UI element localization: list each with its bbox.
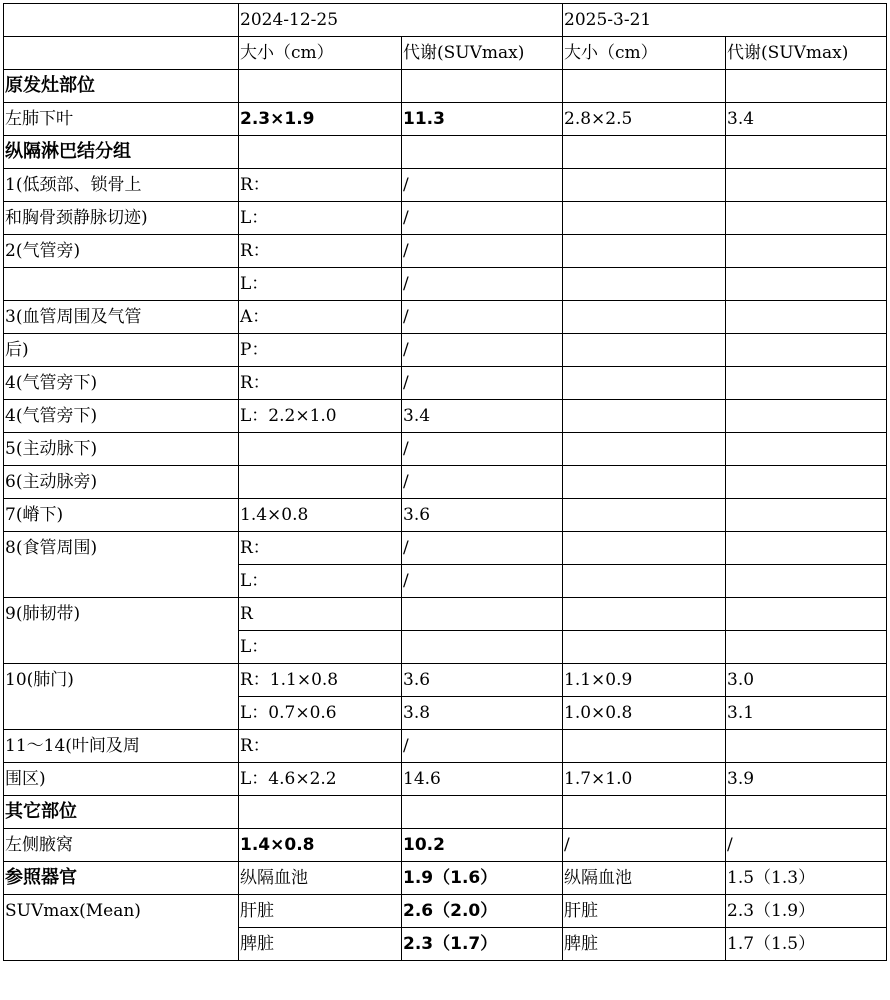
empty-cell: [402, 136, 563, 169]
size-cell: 1.0×0.8: [563, 697, 726, 730]
empty-cell: [726, 70, 887, 103]
size-cell: L：0.7×0.6: [239, 697, 402, 730]
table-row-other: [4, 829, 887, 862]
table-row: [4, 730, 887, 763]
node-group-name: 后): [4, 334, 239, 367]
table-row: [4, 334, 887, 367]
size-cell: [563, 334, 726, 367]
empty-cell: [563, 565, 726, 598]
empty-cell: [726, 136, 887, 169]
node-group-name: 10(肺门): [4, 664, 239, 730]
header-metab-2: 代谢(SUVmax): [726, 37, 887, 70]
suv-cell: /: [402, 433, 563, 466]
size-cell: R：1.1×0.8: [239, 664, 402, 697]
empty-cell: [726, 796, 887, 829]
suv-cell: [726, 235, 887, 268]
lesion-name: 左侧腋窝: [4, 829, 239, 862]
table-row: [4, 466, 887, 499]
node-group-name: 1(低颈部、锁骨上: [4, 169, 239, 202]
empty-cell: [726, 730, 887, 763]
suv-cell: 3.4: [726, 103, 887, 136]
suv-cell: 3.6: [402, 664, 563, 697]
section-title-mediastinal: 纵隔淋巴结分组: [4, 136, 239, 169]
table-row: [4, 169, 887, 202]
size-cell: L：: [239, 631, 402, 664]
node-group-name: [4, 268, 239, 301]
empty-cell: [239, 70, 402, 103]
suv-cell: [726, 433, 887, 466]
reference-subtitle: SUVmax(Mean): [4, 895, 239, 961]
section-title-other: 其它部位: [4, 796, 239, 829]
size-cell: [563, 268, 726, 301]
suv-cell: 3.6: [402, 499, 563, 532]
size-cell: R：: [239, 235, 402, 268]
section-title-primary: 原发灶部位: [4, 70, 239, 103]
empty-cell: [563, 136, 726, 169]
header-metab-1: 代谢(SUVmax): [402, 37, 563, 70]
table-row-reference: [4, 862, 887, 895]
size-cell: R: [239, 598, 402, 631]
table-row: [4, 400, 887, 433]
suv-cell: 10.2: [402, 829, 563, 862]
size-cell: 1.1×0.9: [563, 664, 726, 697]
table-row: [4, 598, 887, 631]
header-blank-cell: [4, 4, 239, 37]
empty-cell: [726, 565, 887, 598]
size-cell: P：: [239, 334, 402, 367]
size-cell: R：: [239, 730, 402, 763]
suv-cell: [726, 202, 887, 235]
organ-cell: 脾脏: [239, 928, 402, 961]
size-cell: [563, 466, 726, 499]
section-title-reference: 参照器官: [4, 862, 239, 895]
organ-cell: 脾脏: [563, 928, 726, 961]
size-cell: 1.4×0.8: [239, 829, 402, 862]
node-group-name: 围区): [4, 763, 239, 796]
empty-cell: [402, 796, 563, 829]
suv-cell: /: [402, 202, 563, 235]
table-row-reference: [4, 895, 887, 928]
organ-cell: 纵隔血池: [239, 862, 402, 895]
empty-cell: [563, 730, 726, 763]
table-row: [4, 532, 887, 565]
node-group-name: 7(嵴下): [4, 499, 239, 532]
suv-cell: 2.6（2.0）: [402, 895, 563, 928]
table-row: [4, 664, 887, 697]
organ-cell: 肝脏: [239, 895, 402, 928]
node-group-name: 4(气管旁下): [4, 400, 239, 433]
suv-cell: [726, 268, 887, 301]
size-cell: R：: [239, 169, 402, 202]
size-cell: R：: [239, 367, 402, 400]
suv-cell: [402, 631, 563, 664]
suv-cell: 3.0: [726, 664, 887, 697]
suv-cell: [726, 466, 887, 499]
node-group-name: 和胸骨颈静脉切迹): [4, 202, 239, 235]
size-cell: [563, 367, 726, 400]
table-row: [4, 763, 887, 796]
organ-cell: 肝脏: [563, 895, 726, 928]
size-cell: L：2.2×1.0: [239, 400, 402, 433]
size-cell: [239, 433, 402, 466]
empty-cell: [239, 136, 402, 169]
size-cell: [563, 202, 726, 235]
size-cell: [563, 301, 726, 334]
size-cell: [563, 235, 726, 268]
size-cell: L：: [239, 268, 402, 301]
header-date-1: 2024-12-25: [239, 4, 563, 37]
table-row: [4, 433, 887, 466]
empty-cell: [563, 70, 726, 103]
size-cell: [563, 169, 726, 202]
suv-cell: /: [402, 268, 563, 301]
suv-cell: /: [402, 334, 563, 367]
size-cell: R：: [239, 532, 402, 565]
suv-cell: 2.3（1.9）: [726, 895, 887, 928]
suv-cell: /: [402, 532, 563, 565]
suv-cell: [402, 598, 563, 631]
header-row-dates: [4, 4, 887, 37]
empty-cell: [563, 532, 726, 565]
node-group-name: 8(食管周围): [4, 532, 239, 598]
empty-cell: [563, 796, 726, 829]
pet-ct-comparison-table: [3, 3, 887, 961]
suv-cell: /: [402, 301, 563, 334]
node-group-name: 2(气管旁): [4, 235, 239, 268]
header-size-1: 大小（cm）: [239, 37, 402, 70]
size-cell: L：4.6×2.2: [239, 763, 402, 796]
node-group-name: 5(主动脉下): [4, 433, 239, 466]
size-cell: L：: [239, 202, 402, 235]
lesion-name: 左肺下叶: [4, 103, 239, 136]
empty-cell: [726, 532, 887, 565]
empty-cell: [563, 631, 726, 664]
size-cell: 2.8×2.5: [563, 103, 726, 136]
organ-cell: 纵隔血池: [563, 862, 726, 895]
size-cell: /: [563, 829, 726, 862]
node-group-name: 3(血管周围及气管: [4, 301, 239, 334]
suv-cell: 3.9: [726, 763, 887, 796]
suv-cell: 2.3（1.7）: [402, 928, 563, 961]
size-cell: [563, 499, 726, 532]
table-row: [4, 268, 887, 301]
suv-cell: [726, 334, 887, 367]
node-group-name: 4(气管旁下): [4, 367, 239, 400]
size-cell: [563, 433, 726, 466]
suv-cell: 3.4: [402, 400, 563, 433]
suv-cell: /: [402, 169, 563, 202]
size-cell: 1.7×1.0: [563, 763, 726, 796]
suv-cell: [726, 169, 887, 202]
table-row: [4, 301, 887, 334]
suv-cell: 3.1: [726, 697, 887, 730]
suv-cell: 11.3: [402, 103, 563, 136]
node-group-name: 6(主动脉旁): [4, 466, 239, 499]
suv-cell: 1.9（1.6）: [402, 862, 563, 895]
size-cell: L：: [239, 565, 402, 598]
empty-cell: [726, 631, 887, 664]
suv-cell: [726, 400, 887, 433]
table-row: [4, 235, 887, 268]
section-row-primary: [4, 70, 887, 103]
empty-cell: [239, 796, 402, 829]
table-row-primary: [4, 103, 887, 136]
size-cell: 2.3×1.9: [239, 103, 402, 136]
size-cell: [239, 466, 402, 499]
empty-cell: [402, 70, 563, 103]
size-cell: A：: [239, 301, 402, 334]
suv-cell: [726, 499, 887, 532]
header-date-2: 2025-3-21: [563, 4, 887, 37]
size-cell: [563, 400, 726, 433]
size-cell: 1.4×0.8: [239, 499, 402, 532]
suv-cell: 14.6: [402, 763, 563, 796]
suv-cell: /: [402, 235, 563, 268]
node-group-name: 9(肺韧带): [4, 598, 239, 664]
node-group-name: 11～14(叶间及周: [4, 730, 239, 763]
header-blank-cell: [4, 37, 239, 70]
header-row-columns: [4, 37, 887, 70]
suv-cell: [726, 367, 887, 400]
suv-cell: [726, 301, 887, 334]
empty-cell: [563, 598, 726, 631]
suv-cell: /: [402, 466, 563, 499]
empty-cell: [726, 598, 887, 631]
suv-cell: /: [402, 367, 563, 400]
section-row-other: [4, 796, 887, 829]
suv-cell: 1.5（1.3）: [726, 862, 887, 895]
section-row-mediastinal: [4, 136, 887, 169]
suv-cell: /: [402, 565, 563, 598]
table-row: [4, 499, 887, 532]
table-row: [4, 202, 887, 235]
suv-cell: /: [726, 829, 887, 862]
suv-cell: /: [402, 730, 563, 763]
suv-cell: 1.7（1.5）: [726, 928, 887, 961]
suv-cell: 3.8: [402, 697, 563, 730]
header-size-2: 大小（cm）: [563, 37, 726, 70]
table-row: [4, 367, 887, 400]
